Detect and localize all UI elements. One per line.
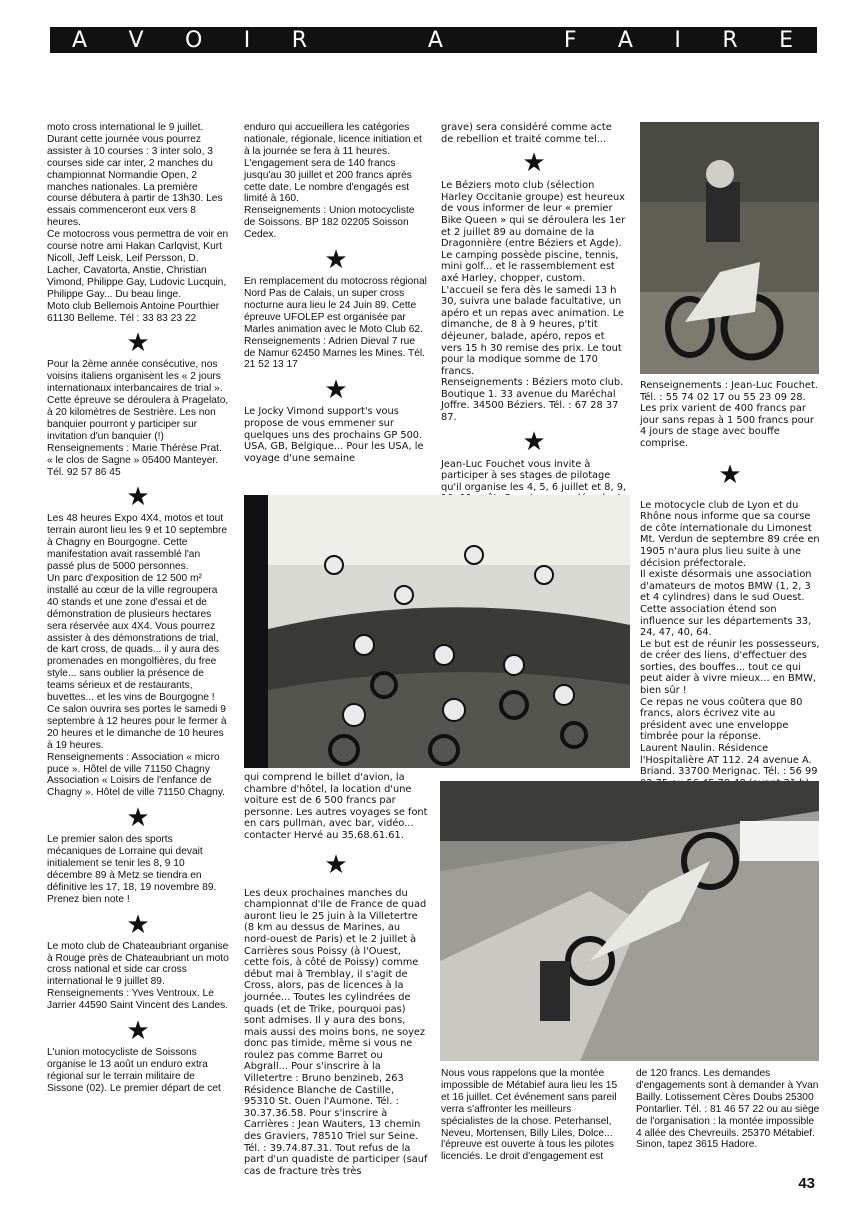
banner-letter: R <box>291 27 309 53</box>
star-separator-icon: ★ <box>324 244 348 275</box>
banner-letter: A <box>617 27 635 53</box>
banner-letter: F <box>563 27 579 53</box>
banner-letter: E <box>779 27 795 53</box>
column-4-top <box>640 380 820 792</box>
star-separator-icon: ★ <box>718 459 742 490</box>
article-metabief: Nous vous rappelons que la montée impossible de Métabief aura lieu les 15 et 16 juillet. Cet événement sans pareil verra s'affronter les meilleurs spécialistes de la chose. Peterhansel, Neveu, Mortensen, Billy Liles, Dolce... l'épreuve est ouverte à tous les pilotes licenciés. Le droit d'engagement est <box>441 1068 618 1163</box>
article-fouchet: Jean-Luc Fouchet vous invite à participer à ses stages de pilotage qu'il organise les 4, 5, 6 juillet et 8, 9, <box>441 458 627 493</box>
banner-letter: I <box>243 27 253 53</box>
banner-letter: V <box>128 27 146 53</box>
article-continued: grave) sera considéré comme acte de rebellion et traité comme tel... <box>441 122 612 145</box>
banner-letter: A <box>72 27 90 53</box>
section-banner <box>50 27 817 53</box>
article-bellemois: moto cross international le 9 juillet. Durant cette journée vous pourrez assister à 10 courses : 3 inter solo, 3 courses side car inter, 2 manches du championnat Normandie Open, 2 manches nationales. La première course débutera à partir de 13h30. Les essais commenceront eux vers 8 heures. Ce motocross vous permettra de voir en course notre ami Hakan Carlqvist, Kurt Nicoll, Jeff Leisk, Leif Persson, D. Lacher, Cavatorta, Anstie, Christian Vimond, Philippe Gay, Ludovic Lucquin, Philippe Gay... Du beau linge. Moto club Bellemois Antoine Pourthier 61130 Belleme. Tél : 33 83 23 22 <box>47 122 229 324</box>
photo-rider-cross <box>640 122 819 374</box>
photo-motocross-pack <box>244 495 630 768</box>
star-separator-icon: ★ <box>126 908 150 939</box>
banner-letter: O <box>185 27 205 53</box>
column-4-bottom <box>636 1068 820 1154</box>
article-trial-interbancaire: Pour la 2ème année consécutive, nos voisins italiens organisent les « 2 jours internationaux interbancaires de trial ». Cette épreuve se déroulera à Pragelato, à 20 kilomètres de Sestrière. Les non banquier pourront y participer sur invitation d'un banquier (!) Renseignements : Marie Thérèse Prat. « le clos de Sagne » 05400 Manteyer. Tél. 92 57 86 45 <box>47 359 229 478</box>
article-expo-4x4: Les 48 heures Expo 4X4, motos et tout terrain auront lieu les 9 et 10 septembre à Chagny en Bourgogne. Cette manifestation avait rassemblé l'an passé plus de 5000 personnes. Un parc d'exposition de 12 500 m² installé au cœur de la ville regroupera 40 stands et une zone d'essai et de démonstration de plusieurs hectares sera réservée aux 4X4. Vous pourrez assister à des démonstrations de trial, de kart cross, de quads... il y aura des promenades en mongolfières, du free style... sans oublier la présence de teams sérieux et de restaurants, buvettes... et les vins de Bourgogne ! Ce salon ouvrira ses portes le samedi 9 septembre à 12 heures pour le fermer à 20 heures et le dimanche de 10 heures à 19 heures. Renseignements : Association « micro puce ». Hôtel de ville 71150 Chagny Association « Loisirs de l'enfance de Chagny ». Hôtel de ville 71150 Chagny. <box>47 513 228 799</box>
article-beziers: Le Béziers moto club (sélection Harley Occitanie groupe) est heureux de vous informer de leur « premier Bike Queen » qui se déroulera les 1er et 2 juillet 89 au domaine de la Dragonnière (entre Béziers et Agde). Le camping possède piscine, tennis, mini golf... et le rassemblement est axé Harley, chopper, custom. L'accueil se fera dès le samedi 13 h 30, suivra une balade facultative, un apéro et un repas avec animation. Le dimanche, de 8 à 9 heures, p'tit déjeuner, balade, apéro, repos et vers 15 h 30 remise des prix. Le tout pour la modique somme de 170 francs. Renseignements : Béziers moto club. Boutique 1. 33 avenue du Maréchal Joffre. 34500 Béziers. Tél. : 67 28 37 87. <box>441 180 626 424</box>
article-salon-lorraine: Le premier salon des sports mécaniques de Lorraine qui devait initialement se tenir les 8, 9 10 décembre 89 à Metz se tiendra en définitive les 17, 18, 19 novembre 89. Prenez bien note ! <box>47 834 217 905</box>
star-separator-icon: ★ <box>522 148 546 179</box>
star-separator-icon: ★ <box>126 802 150 833</box>
star-separator-icon: ★ <box>324 374 348 405</box>
star-separator-icon: ★ <box>522 426 546 457</box>
article-metabief-continued: de 120 francs. Les demandes d'engagements sont à demander à Yvan Bailly. Lotissement Cères Doubs 25300 Pontarlier. Tél. : 81 46 57 22 ou au siège de l'organisation : la montée impossible 4 allée des Chevreuils. 25370 Métabief. Sinon, tapez 3615 Hadore. <box>636 1068 820 1151</box>
article-voyage-usa: qui comprend le billet d'avion, la chambre d'hôtel, la location d'une voiture est de 6 500 francs par personne. Les autres voyages se font en cars pullman, avec bar, vidéo... contacter Hervé au 35.68.61.61. <box>244 772 428 841</box>
article-lyon-bmw: Le motocycle club de Lyon et du Rhône nous informe que sa course de côte internationale du Limonest Mt. Verdun de septembre 89 crée en 1905 n'aura plus lieu suite à une décision préfectorale. Il existe désormais une association d'amateurs de motos BMW (1, 2, 3 et 4 cylindres) dans le sud Ouest. Cette association étend son influence sur les départements 33, 24, 47, 40, 64. Le but est de réunir les possesseurs, de créer des liens, d'effectuer des sorties, des bouffes... tout ce qui peut aider à vivre mieux... en BMW, bien sûr ! Ce repas ne vous coûtera que 80 francs, alors écrivez vite au président avec une enveloppe timbrée pour la réponse. Laurent Naulin. Résidence l'Hospitalière AT 112. 24 avenue A. Briand. 33700 Merignac. Tél. : 56 99 <box>640 499 820 778</box>
article-soissons: L'union motocycliste de Soissons organise le 13 août un enduro extra régional sur le terrain militaire de Sissone (02). Le premier départ de cet <box>47 1047 221 1094</box>
column-3-bottom <box>441 1068 625 1166</box>
banner-letter: I <box>674 27 683 53</box>
column-2-bottom <box>244 772 428 1180</box>
article-fouchet-info: Renseignements : Jean-Luc Fouchet. Tél. : 55 74 02 17 ou 55 23 09 28. Les prix varient de 400 francs par jour sans repas à 1 500 francs pour 4 jours de stage avec bouffe comprise. <box>640 380 818 449</box>
column-2-top <box>244 122 428 467</box>
banner-letter: R <box>722 27 740 53</box>
article-super-cross: En remplacement du motocross régional Nord Pas de Calais, un super cross nocturne aura lieu le 24 Juin 89. Cette épreuve UFOLEP est organisée par Marles animation avec le Moto Club 62. Renseignements : Adrien Dieval 7 rue de Namur 62450 Marnes les Mines. Tél. 21 52 13 17 <box>244 276 427 371</box>
page-number: 43 <box>798 1175 815 1192</box>
photo-hill-climb <box>440 781 819 1061</box>
star-separator-icon: ★ <box>126 327 150 358</box>
article-vimond-gp: Le Jocky Vimond support's vous propose de vous emmener sur quelques uns des prochains GP 500. USA, GB, Belgique... Pour les USA, le voyage d'une semaine <box>244 406 424 464</box>
article-chateaubriant: Le moto club de Chateaubriant organise à Rouge près de Chateaubriant un moto cross national et side car cross international le 9 juillet 89. Renseignements : Yves Ventroux. Le Jarrier 44590 Saint Vincent des Landes. <box>47 940 229 1012</box>
star-separator-icon: ★ <box>324 849 348 880</box>
banner-letter: A <box>427 27 445 53</box>
column-1 <box>47 122 229 1098</box>
star-separator-icon: ★ <box>126 481 150 512</box>
column-3-top <box>441 122 627 520</box>
article-quad-idf: Les deux prochaines manches du championnat d'Ile de France de quad auront lieu le 25 juin à la Villetertre (8 km au dessus de Marines, au nord-ouest de Paris) et le 2 juillet à Carrières sous Poissy (à l'Ouest, cette fois, à côté de Poissy) comme début mai à Tremblay, il s'agit de Cross, alors, pas de licences à la journée... Toutes les cylindrées de quads (et de Trike, pourquoi pas) sont admises. Il y aura des bons, mais aussi des moins bons, ne soyez donc pas timide, même si vous ne roulez pas comme Barret ou Abgrall... Pour s'inscrire à la Villetertre : Bruno benzineb, 263 Résidence Blanche de Castille, 95310 St. Ouen l'Aumone. Tél. : 30.37.36.58. Pour s'inscrire à Carrières : Jean Wauters, 13 chemin des Graviers, 78510 Triel sur Seine. Tél. : 39.74.87.31. Tout refus de la part d'un quadiste de participer (sauf cas de fracture très très <box>244 887 428 1177</box>
star-separator-icon: ★ <box>126 1015 150 1046</box>
article-enduro-soissons: enduro qui accueillera les catégories nationale, régionale, licence initiation et à la journée se fera à 11 heures. L'engagement sera de 140 francs jusqu'au 30 juillet et 200 francs après cette date. Le nombre d'engagés est limité à 160. Renseignements : Union motocycliste de Soissons. BP 182 02205 Soisson Cedex. <box>244 122 422 241</box>
